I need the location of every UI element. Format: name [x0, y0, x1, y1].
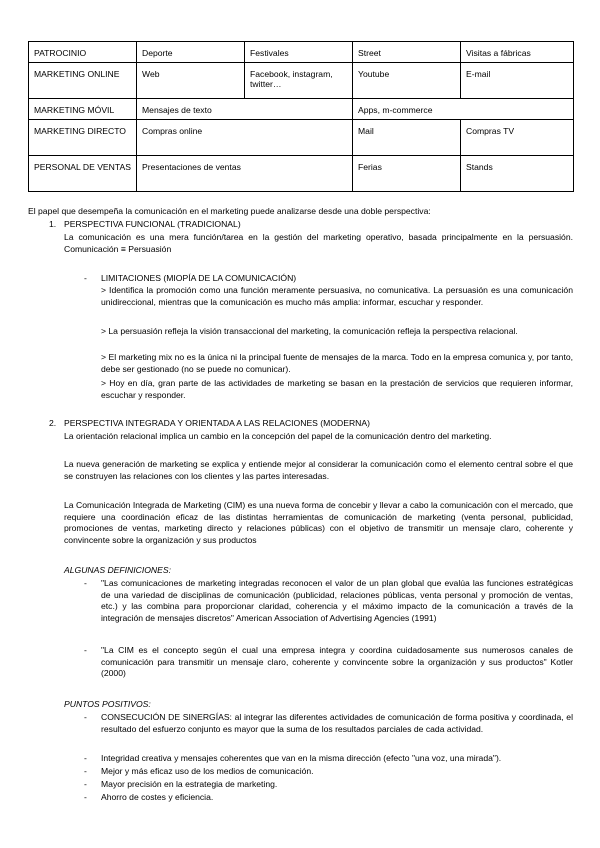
subsection-title: ALGUNAS DEFINICIONES: [64, 565, 171, 575]
table-row [29, 63, 574, 99]
dash-bullet: - [84, 753, 87, 763]
positive-item: Mayor precisión en la estrategia de marketing. [101, 779, 278, 789]
positive-item: Integridad creativa y mensajes coherentes que van en la misma dirección (efecto "una voz, una mirada"). [101, 753, 502, 763]
section-number: 1. [49, 219, 57, 229]
table-cell: Youtube [353, 63, 461, 99]
positive-item: Ahorro de costes y eficiencia. [101, 792, 214, 802]
definition-item: "La CIM es el concepto según el cual una empresa integra y coordina cuidadosamente sus numerosos canales de comunicación para transmitir un mensaje claro, coherente y convincente sobre la organización y sus productos" Kotler (2000) [101, 645, 573, 679]
table-cell: Facebook, instagram, twitter… [245, 63, 353, 99]
dash-bullet: - [84, 712, 87, 722]
limitation-item: > La persuasión refleja la visión transaccional del marketing, la comunicación refleja la perspectiva relacional. [101, 326, 518, 336]
section-paragraph: La orientación relacional implica un cambio en la concepción del papel de la comunicación dentro del marketing. [64, 431, 492, 441]
table-cell: Stands [461, 156, 574, 192]
table-cell: PATROCINIO [29, 42, 137, 63]
dash-bullet: - [84, 645, 87, 655]
section-title: PERSPECTIVA FUNCIONAL (TRADICIONAL) [64, 219, 241, 229]
table-cell: Mensajes de texto [137, 99, 353, 120]
table-cell: MARKETING DIRECTO [29, 120, 137, 156]
table-cell: Presentaciones de ventas [137, 156, 353, 192]
intro-paragraph: El papel que desempeña la comunicación en el marketing puede analizarse desde una doble perspectiva: [28, 206, 431, 216]
limitation-item: > El marketing mix no es la única ni la principal fuente de mensajes de la marca. Todo en la empresa comunica y, por tanto, debe ser gestionado (no se puede no comunicar). [101, 352, 573, 374]
dash-bullet: - [84, 273, 87, 283]
definition-item: "Las comunicaciones de marketing integradas reconocen el valor de un plan global que evalúa las funciones estratégicas de una variedad de disciplinas de comunicación (publicidad, relaciones públicas, venta personal y promoción de ventas, etc.) y las combina para proporcionar claridad, coherencia y el máximo impacto de la comunicación a través de la integración de mensajes discretos" American Association of Advertising Agencies (1991) [101, 578, 573, 623]
dash-bullet: - [84, 766, 87, 776]
table-row [29, 99, 574, 120]
positive-item: Mejor y más eficaz uso de los medios de comunicación. [101, 766, 314, 776]
positive-item: CONSECUCIÓN DE SINERGÍAS: al integrar las diferentes actividades de comunicación de forma positiva y coordinada, el resultado del esfuerzo conjunto es mayor que la suma de los resultados parciales de cada actividad. [101, 712, 573, 734]
limitation-item: > Hoy en día, gran parte de las actividades de marketing se basan en la prestación de servicios que requieren informar, escuchar y responder. [101, 378, 573, 400]
section-number: 2. [49, 418, 57, 428]
table-cell: PERSONAL DE VENTAS [29, 156, 137, 192]
table-cell: MARKETING MÓVIL [29, 99, 137, 120]
table-cell: Festivales [245, 42, 353, 63]
marketing-tools-table [28, 41, 574, 192]
table-cell: Apps, m-commerce [353, 99, 574, 120]
subsection-title: PUNTOS POSITIVOS: [64, 699, 151, 709]
table-cell: Compras online [137, 120, 353, 156]
dash-bullet: - [84, 578, 87, 588]
section-title: PERSPECTIVA INTEGRADA Y ORIENTADA A LAS RELACIONES (MODERNA) [64, 418, 370, 428]
table-cell: Mail [353, 120, 461, 156]
limitation-item: > Identifica la promoción como una función meramente persuasiva, no comunicativa. La persuasión es una comunicación unidireccional, mientras que la comunicación es mucho más amplia: informar, escuchar y responder. [101, 285, 573, 307]
subsection-title: LIMITACIONES (MIOPÍA DE LA COMUNICACIÓN) [101, 273, 297, 283]
dash-bullet: - [84, 779, 87, 789]
table-cell: Compras TV [461, 120, 574, 156]
table-cell: E-mail [461, 63, 574, 99]
table-cell: Ferias [353, 156, 461, 192]
table-cell: MARKETING ONLINE [29, 63, 137, 99]
section-body: La comunicación es una mera función/tarea en la gestión del marketing operativo, basada principalmente en la persuasión. Comunicación ≡ Persuasión [64, 232, 573, 254]
dash-bullet: - [84, 792, 87, 802]
table-cell: Deporte [137, 42, 245, 63]
table-cell: Street [353, 42, 461, 63]
table-row [29, 156, 574, 192]
table-row [29, 120, 574, 156]
table-cell: Visitas a fábricas [461, 42, 574, 63]
table-cell: Web [137, 63, 245, 99]
table-row [29, 42, 574, 63]
section-paragraph: La nueva generación de marketing se explica y entiende mejor al considerar la comunicación como el elemento central sobre el que se construyen las relaciones con los clientes y las partes interesadas. [64, 459, 573, 481]
section-paragraph: La Comunicación Integrada de Marketing (CIM) es una nueva forma de concebir y llevar a cabo la comunicación con el mercado, que requiere una coordinación eficaz de las distintas herramientas de comunicación de marketing (venta personal, publicidad, promociones de ventas, marketing directo y relaciones públicas) con el objetivo de transmitir un mensaje claro, coherente y convincente sobre la organización y sus productos [64, 500, 573, 545]
